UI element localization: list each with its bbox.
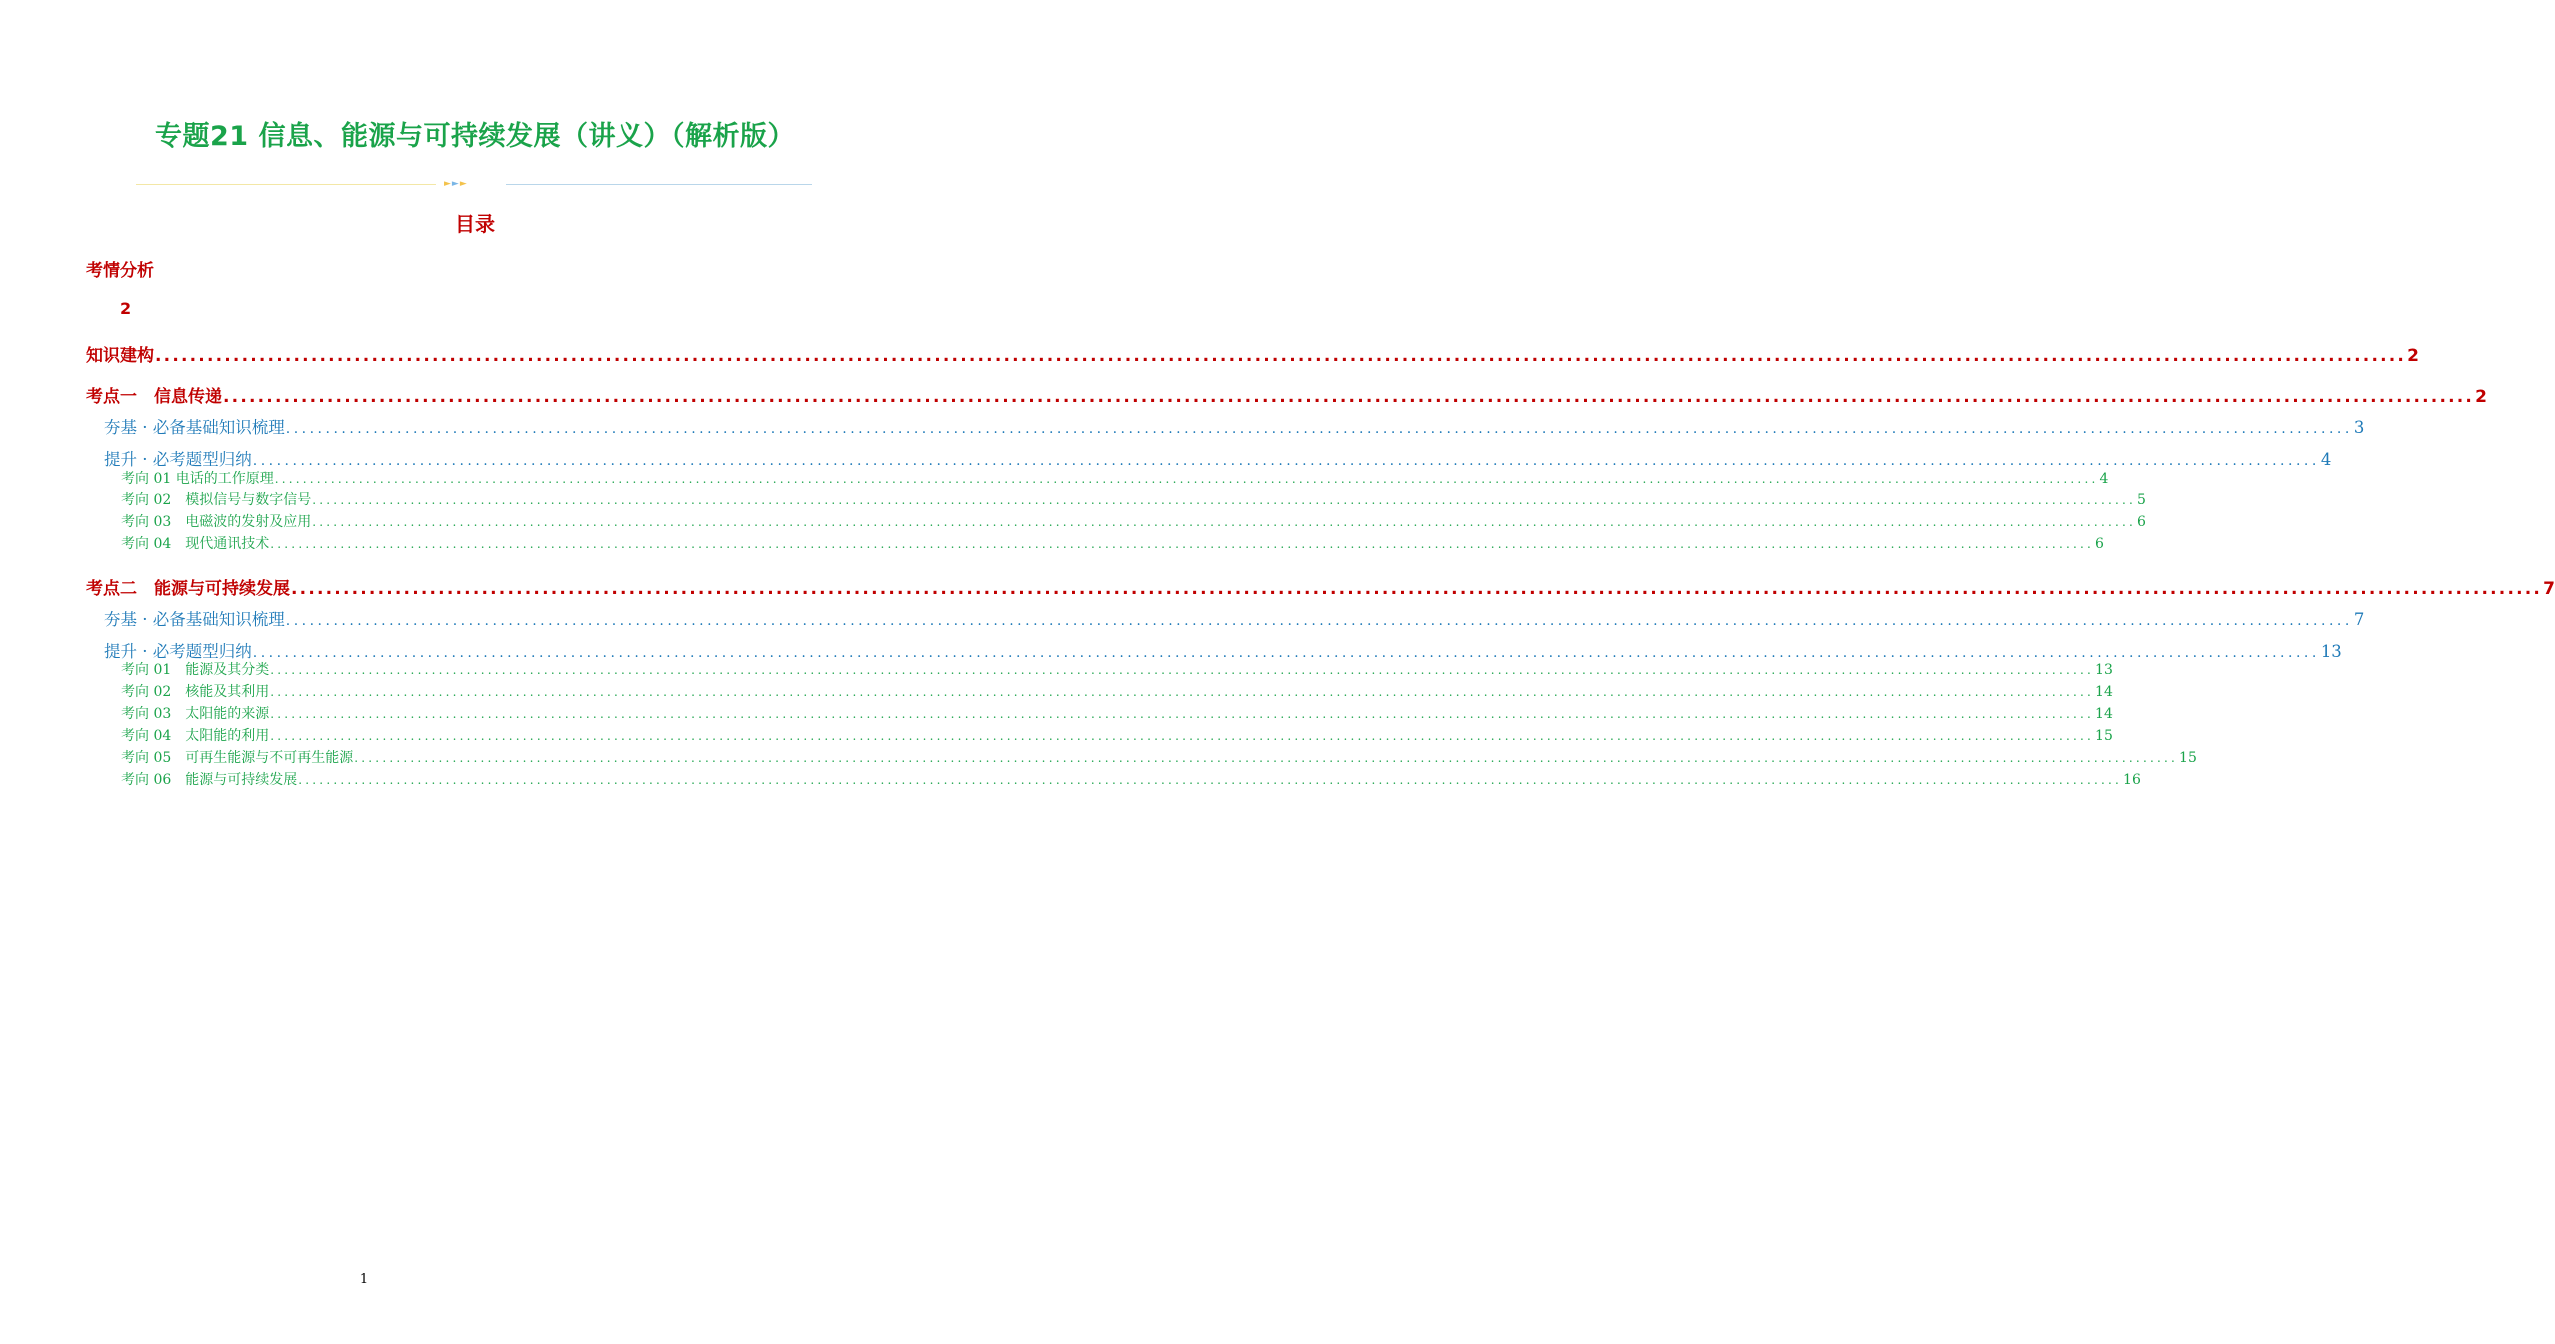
toc-entry-label: 考向 02 模拟信号与数字信号 (121, 492, 312, 508)
title-divider (136, 178, 812, 192)
toc-dot-leader: .................................................................................................................................................................................................................................................................... (270, 685, 2095, 699)
toc-entry-page: 7 (2353, 610, 2365, 629)
toc-entry-label: 考向 02 核能及其利用 (121, 684, 270, 700)
toc-entry-level3[interactable] (121, 489, 2146, 509)
toc-entry-level1[interactable] (86, 574, 2555, 599)
toc-entry-level3[interactable] (121, 747, 2197, 767)
toc-dot-leader: .................................................................................................................................................................................................................................................................... (285, 613, 2353, 629)
toc-entry-level3[interactable] (121, 468, 2109, 488)
toc-entry-level3[interactable] (121, 681, 2113, 701)
toc-entry-label: 考点一 信息传递 (86, 387, 222, 407)
toc-entry-level3[interactable] (121, 769, 2141, 789)
toc-entry-page: 15 (2095, 728, 2113, 744)
toc-entry-label: 考向 03 太阳能的来源 (121, 706, 270, 722)
divider-arrows-icon (444, 178, 468, 190)
toc-entry-page: 3 (2353, 418, 2365, 437)
toc-entry-label: 夯基 · 必备基础知识梳理 (104, 610, 285, 629)
toc-dot-leader: .................................................................................................................................................................................................................................................................... (223, 387, 2475, 407)
toc-entry-label: 提升 · 必考题型归纳 (104, 450, 252, 469)
toc-dot-leader: .................................................................................................................................................................................................................................................................... (270, 707, 2095, 721)
toc-entry-level3[interactable] (121, 533, 2104, 553)
toc-entry-level2[interactable] (104, 606, 2365, 630)
toc-entry-page: 15 (2179, 750, 2197, 766)
toc-entry-label: 考向 04 太阳能的利用 (121, 728, 270, 744)
toc-entry-page: 16 (2123, 772, 2141, 788)
toc-entry-level3[interactable] (121, 659, 2113, 679)
toc-dot-leader: .................................................................................................................................................................................................................................................................... (274, 472, 2099, 486)
toc-dot-leader: .................................................................................................................................................................................................................................................................... (291, 579, 2543, 599)
toc-dot-leader: .................................................................................................................................................................................................................................................................... (285, 421, 2353, 437)
toc-entry-page: 14 (2095, 706, 2113, 722)
toc-entry-level3[interactable] (121, 511, 2146, 531)
toc-entry-label: 夯基 · 必备基础知识梳理 (104, 418, 285, 437)
toc-entry-level2[interactable] (104, 446, 2332, 470)
toc-entry-page: 5 (2137, 492, 2146, 508)
toc-entry-label: 考点二 能源与可持续发展 (86, 579, 290, 599)
toc-entry-page: 14 (2095, 684, 2113, 700)
toc-entry-page: 13 (2095, 662, 2113, 678)
toc-entry-label: 考向 03 电磁波的发射及应用 (121, 514, 312, 530)
toc-entry-page: 6 (2095, 536, 2104, 552)
toc-dot-leader: .................................................................................................................................................................................................................................................................... (270, 729, 2095, 743)
toc-dot-leader: .................................................................................................................................................................................................................................................................... (312, 515, 2137, 529)
toc-entry-label: 知识建构 (86, 346, 154, 366)
page-number: 1 (359, 1272, 369, 1287)
divider-line-right (506, 184, 812, 185)
toc-entry-level1[interactable] (86, 341, 2419, 366)
toc-entry-level3[interactable] (121, 703, 2113, 723)
toc-entry-page: 4 (2320, 450, 2332, 469)
toc-entry-analysis[interactable]: 考情分析 (86, 261, 154, 281)
toc-entry-page: 4 (2099, 471, 2109, 487)
toc-entry-label: 考向 01 电话的工作原理 (121, 471, 274, 487)
arrow-icon: ► (444, 179, 452, 189)
arrow-icon: ► (459, 179, 468, 189)
document-title: 专题21 信息、能源与可持续发展（讲义）（解析版） (155, 121, 795, 152)
toc-dot-leader: .................................................................................................................................................................................................................................................................... (155, 346, 2407, 366)
toc-entry-page: 7 (2543, 579, 2555, 599)
toc-entry-page: 2 (2475, 387, 2487, 407)
toc-dot-leader: .................................................................................................................................................................................................................................................................... (354, 751, 2179, 765)
toc-dot-leader: .................................................................................................................................................................................................................................................................... (270, 537, 2095, 551)
toc-dot-leader: .................................................................................................................................................................................................................................................................... (270, 663, 2095, 677)
toc-entry-analysis-page: 2 (120, 299, 132, 318)
toc-entry-level2[interactable] (104, 414, 2365, 438)
toc-entry-label: 考向 05 可再生能源与不可再生能源 (121, 750, 354, 766)
toc-dot-leader: .................................................................................................................................................................................................................................................................... (252, 453, 2320, 469)
toc-dot-leader: .................................................................................................................................................................................................................................................................... (312, 493, 2137, 507)
toc-heading: 目录 (455, 212, 495, 236)
toc-dot-leader: .................................................................................................................................................................................................................................................................... (252, 645, 2320, 661)
toc-entry-label: 考向 06 能源与可持续发展 (121, 772, 298, 788)
toc-entry-page: 6 (2137, 514, 2146, 530)
toc-entry-level1[interactable] (86, 382, 2487, 407)
toc-entry-page: 2 (2407, 346, 2419, 366)
divider-line-left (136, 184, 436, 185)
toc-entry-page: 13 (2320, 642, 2342, 661)
toc-entry-level3[interactable] (121, 725, 2113, 745)
toc-entry-label: 考向 04 现代通讯技术 (121, 536, 270, 552)
toc-dot-leader: .................................................................................................................................................................................................................................................................... (298, 773, 2123, 787)
arrow-icon: ► (451, 179, 460, 189)
toc-entry-label: 考向 01 能源及其分类 (121, 662, 270, 678)
toc-entry-label: 提升 · 必考题型归纳 (104, 642, 252, 661)
